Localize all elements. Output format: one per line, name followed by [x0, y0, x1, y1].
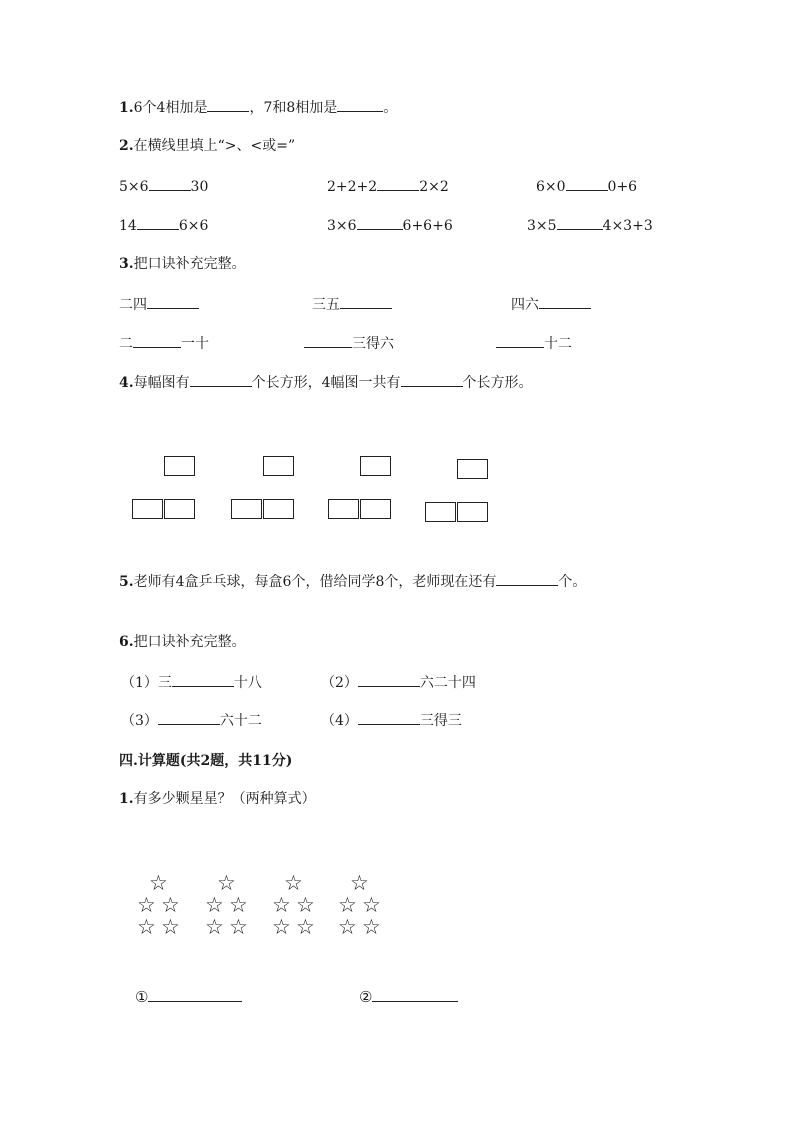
- rhyme-item: [119, 294, 199, 315]
- question-text: ，7和8相加是: [249, 100, 338, 116]
- rhyme-item: [121, 710, 262, 731]
- rectangle: [328, 499, 359, 519]
- rhyme-text: 三得六: [352, 336, 394, 352]
- star-icon: ☆: [296, 915, 315, 939]
- compare-item: [327, 176, 449, 197]
- item-label: （1）: [121, 675, 158, 691]
- rectangle: [231, 499, 262, 519]
- star-icon: ☆: [161, 893, 180, 917]
- rhyme-text: 十八: [233, 675, 262, 691]
- star-icon: ☆: [362, 893, 381, 917]
- answer-blank[interactable]: [149, 176, 191, 191]
- star-icon: ☆: [272, 915, 291, 939]
- answer-blank[interactable]: [158, 710, 220, 725]
- expression-right: 0+6: [607, 179, 638, 195]
- rhyme-text: 二: [119, 336, 133, 352]
- answer-blank[interactable]: [377, 176, 419, 191]
- question-number: 2.: [119, 138, 134, 154]
- rectangle: [360, 456, 391, 476]
- answer-blank[interactable]: [539, 294, 591, 309]
- item-label: （4）: [321, 713, 358, 729]
- star-icon: ☆: [149, 871, 168, 895]
- star-icon: ☆: [161, 915, 180, 939]
- question-4: [119, 372, 533, 393]
- rhyme-item: [119, 333, 209, 354]
- compare-item: [119, 215, 208, 236]
- rhyme-item: [321, 710, 462, 731]
- rectangle: [360, 499, 391, 519]
- expression-right: 4×3+3: [602, 218, 653, 234]
- expression-left: 5×6: [119, 179, 149, 195]
- question-text: 有多少颗星星？（两种算式）: [133, 791, 316, 807]
- rhyme-item: [511, 294, 591, 315]
- rhyme-text: 十二: [544, 336, 572, 352]
- rhyme-item: [312, 294, 392, 315]
- rectangle-figure: [425, 459, 491, 525]
- answer-label: ①: [135, 988, 149, 1006]
- question-number: 5.: [119, 574, 134, 590]
- rectangle-figure: [231, 456, 297, 522]
- question-text: 。: [383, 100, 398, 116]
- rhyme-text: 二四: [119, 297, 147, 313]
- answer-blank[interactable]: [358, 672, 420, 687]
- question-1: [119, 97, 397, 118]
- question-text: 把口诀补充完整。: [133, 256, 246, 272]
- star-icon: ☆: [217, 871, 236, 895]
- star-icon: ☆: [272, 893, 291, 917]
- star-icon: ☆: [284, 871, 303, 895]
- rectangle: [457, 459, 488, 479]
- rectangle: [164, 499, 195, 519]
- question-text: 每幅图有: [133, 375, 190, 391]
- question-text: 个。: [558, 574, 587, 590]
- rhyme-text: 四六: [511, 297, 539, 313]
- question-6-title: [119, 632, 246, 652]
- rhyme-item: [496, 333, 572, 354]
- question-text: 在横线里填上“>、<或=”: [133, 138, 296, 154]
- rhyme-text: 一十: [181, 336, 209, 352]
- answer-blank[interactable]: [147, 294, 199, 309]
- rhyme-text: 六二十四: [419, 675, 476, 691]
- star-icon: ☆: [205, 915, 224, 939]
- question-2-title: [119, 136, 295, 156]
- answer-blank[interactable]: [557, 215, 603, 230]
- answer-blank[interactable]: [190, 372, 252, 387]
- star-icon: ☆: [205, 893, 224, 917]
- star-icon: ☆: [350, 871, 369, 895]
- rectangle-figure: [328, 456, 394, 522]
- question-text: 个长方形。: [462, 375, 533, 391]
- star-icon: ☆: [229, 893, 248, 917]
- expression-right: 2×2: [419, 179, 449, 195]
- star-icon: ☆: [229, 915, 248, 939]
- rectangle: [425, 502, 456, 522]
- question-5: [119, 571, 586, 592]
- rhyme-text: 三得三: [419, 713, 462, 729]
- rectangle-figure: [132, 456, 198, 522]
- expression-right: 6+6+6: [402, 218, 453, 234]
- rhyme-item: [121, 672, 262, 693]
- expression-left: 3×6: [327, 218, 357, 234]
- expression-left: 6×0: [536, 179, 566, 195]
- answer-blank[interactable]: [337, 97, 383, 112]
- expression-right: 30: [190, 179, 209, 195]
- rhyme-item: [321, 672, 476, 693]
- answer-blank[interactable]: [566, 176, 608, 191]
- answer-blank[interactable]: [137, 215, 179, 230]
- answer-blank[interactable]: [148, 987, 242, 1002]
- expression-left: 2+2+2: [327, 179, 378, 195]
- star-icon: ☆: [362, 915, 381, 939]
- answer-blank[interactable]: [357, 215, 403, 230]
- compare-item: [327, 215, 453, 236]
- answer-blank[interactable]: [372, 987, 458, 1002]
- compare-item: [119, 176, 208, 197]
- answer-blank[interactable]: [172, 672, 234, 687]
- star-icon: ☆: [296, 893, 315, 917]
- answer-blank[interactable]: [401, 372, 463, 387]
- rhyme-text: 三五: [312, 297, 340, 313]
- answer-line-1: [135, 987, 242, 1007]
- answer-blank[interactable]: [133, 333, 181, 348]
- answer-blank[interactable]: [358, 710, 420, 725]
- expression-left: 3×5: [527, 218, 557, 234]
- section-title: 四.计算题(共2题，共11分): [119, 753, 293, 769]
- answer-blank[interactable]: [207, 97, 249, 112]
- star-icon: ☆: [137, 915, 156, 939]
- question-number: 3.: [119, 256, 134, 272]
- compare-item: [527, 215, 653, 236]
- question-text: 个长方形，4幅图一共有: [251, 375, 401, 391]
- expression-left: 14: [119, 218, 137, 234]
- rectangle: [263, 499, 294, 519]
- question-number: 4.: [119, 375, 134, 391]
- calc-question-1: [119, 789, 316, 809]
- answer-blank[interactable]: [496, 571, 558, 586]
- rhyme-text: 三: [157, 675, 172, 691]
- rectangle: [132, 499, 163, 519]
- question-number: 1.: [119, 791, 134, 807]
- rhyme-item: [304, 333, 394, 354]
- answer-label: ②: [359, 988, 373, 1006]
- rectangle: [263, 456, 294, 476]
- star-icon: ☆: [137, 893, 156, 917]
- compare-item: [536, 176, 637, 197]
- answer-blank[interactable]: [496, 333, 544, 348]
- expression-right: 6×6: [178, 218, 209, 234]
- question-number: 6.: [119, 634, 134, 650]
- rectangle: [457, 502, 488, 522]
- question-text: 老师有4盒乒乓球，每盒6个，借给同学8个，老师现在还有: [133, 574, 497, 590]
- star-icon: ☆: [338, 915, 357, 939]
- star-icon: ☆: [338, 893, 357, 917]
- answer-line-2: [359, 987, 458, 1007]
- question-text: 把口诀补充完整。: [133, 634, 246, 650]
- question-number: 1.: [119, 100, 134, 116]
- item-label: （2）: [321, 675, 358, 691]
- item-label: （3）: [121, 713, 158, 729]
- rectangle: [164, 456, 195, 476]
- question-3-title: [119, 254, 246, 274]
- rhyme-text: 六十二: [219, 713, 262, 729]
- answer-blank[interactable]: [304, 333, 352, 348]
- question-text: 6个4相加是: [133, 100, 208, 116]
- answer-blank[interactable]: [340, 294, 392, 309]
